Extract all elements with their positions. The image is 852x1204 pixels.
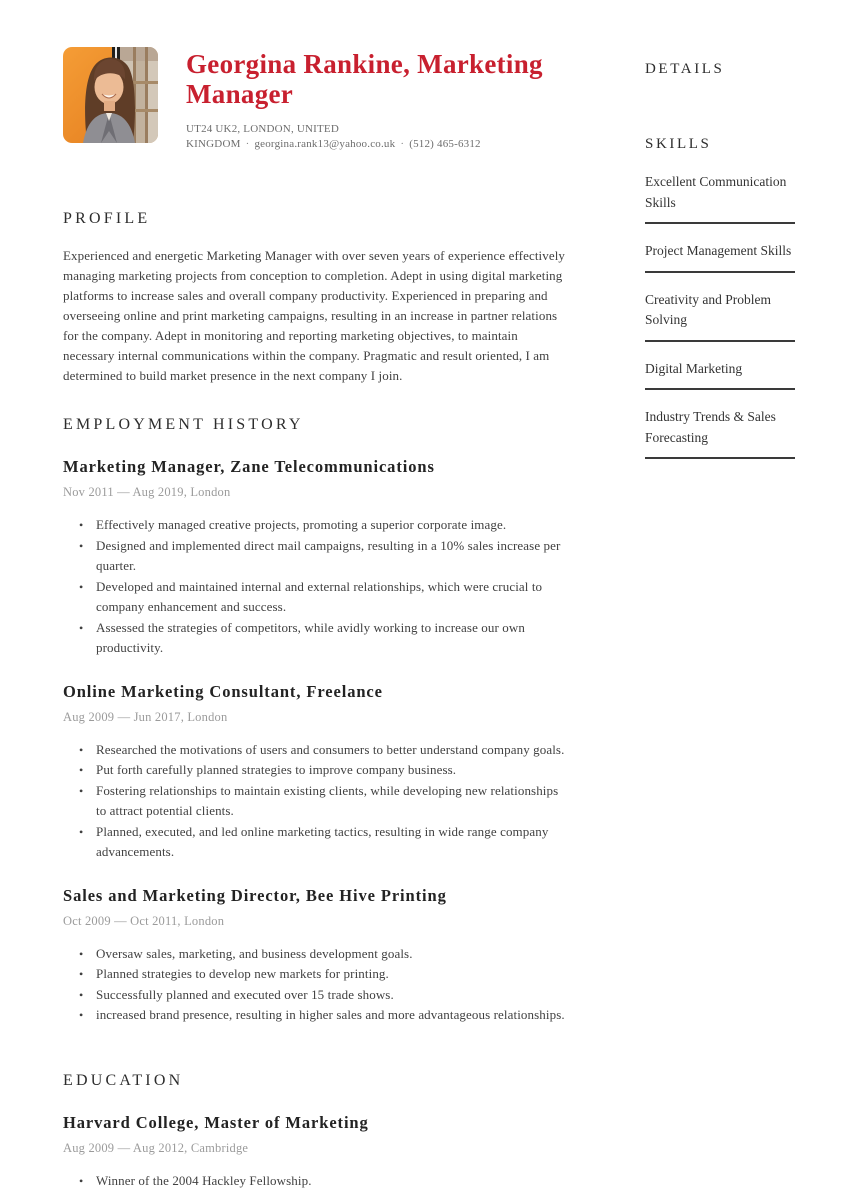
job-bullet: • Developed and maintained internal and external relationships, which were crucial to company enhancement and success.	[63, 577, 568, 618]
job-date: Oct 2009 — Oct 2011, London	[63, 913, 225, 928]
employment-history-heading: EMPLOYMENT HISTORY	[63, 416, 304, 433]
job-title: Sales and Marketing Director, Bee Hive Printing	[63, 885, 447, 905]
job-bullet: • Planned, executed, and led online marketing tactics, resulting in wide range company advancements.	[63, 822, 568, 863]
contact-line	[186, 122, 568, 152]
skill-item: Digital Marketing	[645, 359, 795, 391]
job-bullet: • Assessed the strategies of competitors, while avidly working to increase our own productivity.	[63, 618, 568, 659]
job-bullet: • Designed and implemented direct mail campaigns, resulting in a 10% sales increase per quarter.	[63, 536, 568, 577]
contact-phone: (512) 465-6312	[409, 138, 481, 150]
job-bullet-list	[63, 740, 568, 863]
job-entry-1	[63, 457, 568, 659]
education-title: Harvard College, Master of Marketing	[63, 1112, 369, 1132]
title-block	[186, 47, 568, 152]
education-bullet: • Winner of the 2004 Hackley Fellowship.	[63, 1171, 568, 1192]
job-title: Marketing Manager, Zane Telecommunications	[63, 457, 435, 476]
education-heading: EDUCATION	[63, 1071, 184, 1089]
contact-separator: ·	[245, 138, 250, 150]
job-bullet: • Planned strategies to develop new markets for printing.	[63, 964, 568, 985]
profile-photo	[63, 47, 158, 143]
job-bullet-list	[63, 944, 568, 1026]
job-bullet: • Oversaw sales, marketing, and business development goals.	[63, 944, 568, 965]
education-entry-1	[63, 1113, 568, 1192]
sidebar	[645, 60, 795, 459]
job-bullet: • Researched the motivations of users and consumers to better understand company goals.	[63, 740, 568, 761]
job-entry-3	[63, 886, 568, 1026]
job-bullet: • increased brand presence, resulting in higher sales and more advantageous relationships.	[63, 1005, 568, 1026]
profile-photo-image	[63, 47, 158, 143]
job-bullet: • Successfully planned and executed over 15 trade shows.	[63, 985, 568, 1006]
skill-item: Excellent Communication Skills	[645, 172, 795, 224]
contact-email: georgina.rank13@yahoo.co.uk	[254, 138, 396, 150]
profile-heading: PROFILE	[63, 210, 151, 227]
main-column	[63, 47, 568, 1191]
contact-separator: ·	[400, 138, 405, 150]
page-title: Georgina Rankine, Marketing Manager	[186, 49, 543, 109]
job-bullet: • Effectively managed creative projects, promoting a superior corporate image.	[63, 515, 568, 536]
job-bullet-list	[63, 515, 568, 659]
profile-text: Experienced and energetic Marketing Manager with over seven years of experience effectively managing marketing projects from conception to completion. Adept in using digital marketing platforms to increase sales and overall company productivity. Experienced in preparing and overseeing online and print marketing campaigns, resulting in an increase in partner relations for the company. Adept in monitoring and reporting marketing objectives, to maintain necessary internal communications within the company. Pragmatic and result oriented, I am determined to build market presence in the next company I join.	[63, 248, 566, 383]
education-bullet-list	[63, 1171, 568, 1192]
skill-item: Project Management Skills	[645, 241, 795, 273]
skill-item: Industry Trends & Sales Forecasting	[645, 407, 795, 459]
details-heading: DETAILS	[645, 61, 725, 77]
job-title: Online Marketing Consultant, Freelance	[63, 681, 383, 701]
skill-item: Creativity and Problem Solving	[645, 290, 795, 342]
skills-list	[645, 172, 795, 459]
resume-header	[63, 47, 568, 152]
job-entry-2	[63, 682, 568, 863]
job-date: Nov 2011 — Aug 2019, London	[63, 485, 231, 499]
contact-address: UT24 UK2, LONDON, UNITED KINGDOM	[186, 123, 339, 150]
job-bullet: • Fostering relationships to maintain existing clients, while developing new relationships to attract potential clients.	[63, 781, 568, 822]
education-date: Aug 2009 — Aug 2012, Cambridge	[63, 1140, 249, 1155]
skills-heading: SKILLS	[645, 136, 712, 152]
job-date: Aug 2009 — Jun 2017, London	[63, 709, 228, 724]
job-bullet: • Put forth carefully planned strategies to improve company business.	[63, 760, 568, 781]
